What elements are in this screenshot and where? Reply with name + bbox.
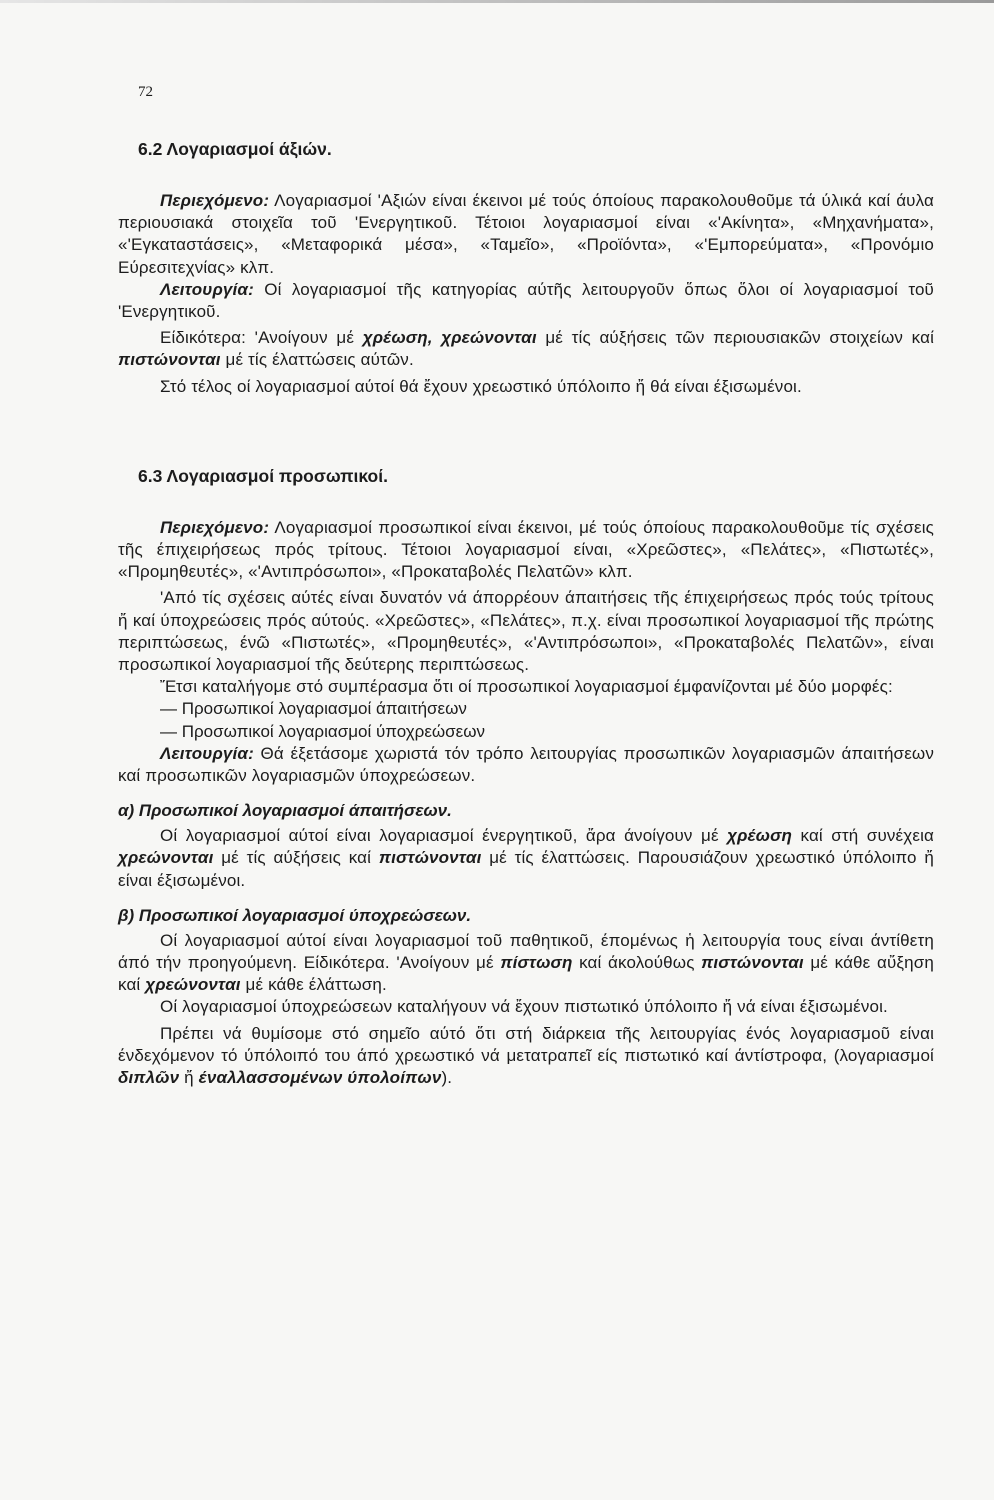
content-text: Λογαριασμοί 'Αξιών είναι έκεινοι μέ τούς όποίους παρακολουθοῦμε τά ύλικά καί άυλα περιουσιακά στοιχεῖα τοῦ 'Ενεργητικοῦ. Τέτοιοι λογαριασμοί είναι «'Ακίνητα», «Μηχανήματα», «'Εγκαταστάσεις», «Μεταφορικά μέσα», «Ταμεῖο», «Προϊόντα», «'Εμπορεύματα», «Προνόμιο Εύρεσιτεχνίας» κλπ. — [118, 191, 934, 277]
function-label: Λειτουργία: — [160, 279, 254, 299]
text-run: μέ τίς αύξήσεις τῶν περιουσιακῶν στοιχείων καί — [536, 328, 935, 348]
subheading-claims: α) Προσωπικοί λογαριασμοί άπαιτήσεων. — [118, 801, 452, 821]
paragraph-conclusion-6-2: Στό τέλος οί λογαριασμοί αύτοί θά ἔχουν χρεωστικό ύπόλοιπο ἤ θά είναι έξισωμένοι. — [160, 376, 802, 396]
emphasis-term: έναλλασσομένων ύπολοίπων — [198, 1068, 442, 1088]
list-item-claims: — Προσωπικοί λογαριασμοί άπαιτήσεων — [160, 699, 467, 719]
emphasis-term: χρέωση — [727, 826, 793, 846]
content-text: Λογαριασμοί προσωπικοί είναι έκεινοι, μέ τούς όποίους παρακολουθοῦμε τίς σχέσεις τῆς έπιχειρήσεως πρός τρίτους. Τέτοιοι λογαριασμοί είναι, «Χρεῶστες», «Πελάτες», «Πιστωτές», «Προμηθευτές», «'Αντιπρόσωποι», «Προκαταβολές Πελατῶν» κλπ. — [118, 517, 934, 582]
emphasis-term: χρεώνονται — [118, 848, 214, 868]
text-run: Πρέπει νά θυμίσομε στό σημεῖο αύτό ὅτι στή διάρκεια τῆς λειτουργίας ένός λογαριασμοῦ είναι ένδεχόμενον τό ύπόλοιπό του άπό χρεωστικό νά μετατραπεῖ είς πιστωτικό καί άντίστροφα, (λογαριασμοί — [118, 1023, 934, 1065]
section-heading-6-3: 6.3 Λογαριασμοί προσωπικοί. — [138, 465, 388, 486]
paragraph-final-note — [118, 1023, 934, 1090]
text-run: καί στή συνέχεια — [792, 826, 934, 846]
text-run: μέ τίς έλαττώσεις αύτῶν. — [220, 350, 414, 370]
book-page — [118, 84, 934, 1089]
paragraph-content-6-3 — [118, 517, 934, 584]
paragraph-specifics-6-2 — [118, 327, 934, 371]
text-run: Είδικότερα: 'Ανοίγουν μέ — [160, 328, 363, 348]
section-heading-6-2: 6.2 Λογαριασμοί άξιών. — [138, 139, 332, 159]
text-run: μέ τίς έλαττώσεις. Παρουσιάζουν χρεωστικό ύπόλοιπο ἤ είναι έξισωμένοι. — [118, 848, 934, 890]
paragraph-liabilities-balance: Οί λογαριασμοί ύποχρεώσεων καταλήγουν νά ἔχουν πιστωτικό ύπόλοιπο ἤ νά είναι έξισωμένοι. — [160, 997, 888, 1017]
function-text: Οί λογαριασμοί τῆς κατηγορίας αύτῆς λειτουργοῦν ὅπως ὅλοι οί λογαριασμοί τοῦ 'Ενεργητικοῦ. — [118, 279, 934, 322]
emphasis-term: διπλῶν — [118, 1068, 180, 1088]
page-number: 72 — [138, 84, 153, 100]
emphasis-term: χρεώνονται — [145, 975, 241, 995]
emphasis-term: χρέωση, χρεώνονται — [362, 328, 537, 348]
list-item-liabilities: — Προσωπικοί λογαριασμοί ύποχρεώσεων — [160, 721, 486, 741]
paragraph-relations-6-3: 'Από τίς σχέσεις αύτές είναι δυνατόν νά άπορρέουν άπαιτήσεις τῆς έπιχειρήσεως πρός τούς τρίτους ἤ καί ύποχρεώσεις πρός αύτούς. «Χρεῶστες», «Πελάτες», π.χ. είναι προσωπικοί λογαριασμοί τῆς πρώτης περιπτώσεως, ένῶ «Πιστωτές», «Προμηθευτές», «'Αντιπρόσωποι», «Προκαταβολές Πελατῶν», είναι προσωπικοί λογαριασμοί τῆς δεύτερης περιπτώσεως. — [118, 588, 934, 675]
paragraph-function-6-3 — [118, 743, 934, 787]
emphasis-term: πιστώνονται — [378, 848, 482, 868]
subheading-liabilities: β) Προσωπικοί λογαριασμοί ύποχρεώσεων. — [118, 905, 472, 925]
section-spacer — [118, 398, 934, 466]
text-run: μέ τίς αύξήσεις καί — [213, 848, 379, 868]
paragraph-function-6-2 — [118, 279, 934, 323]
content-label: Περιεχόμενο: — [160, 191, 270, 210]
emphasis-term: πιστώνονται — [701, 953, 804, 973]
text-run: μέ κάθε έλάττωση. — [240, 975, 387, 995]
paragraph-liabilities — [118, 930, 934, 997]
paragraph-two-forms: Ἔτσι καταλήγομε στό συμπέρασμα ὅτι οί προσωπικοί λογαριασμοί έμφανίζονται μέ δύο μορφές: — [160, 677, 893, 697]
text-run: ἤ — [179, 1068, 199, 1088]
function-text: Θά έξετάσομε χωριστά τόν τρόπο λειτουργίας προσωπικῶν λογαριασμῶν άπαιτήσεων καί προσωπικῶν λογαριασμῶν ύποχρεώσεων. — [118, 743, 934, 786]
paragraph-content-6-2 — [118, 190, 934, 279]
text-run: καί άκολούθως — [572, 953, 702, 973]
emphasis-term: πιστώνονται — [118, 350, 221, 370]
paragraph-claims — [118, 825, 934, 892]
emphasis-term: πίστωση — [500, 953, 573, 973]
function-label: Λειτουργία: — [160, 743, 254, 763]
text-run: Οί λογαριασμοί αύτοί είναι λογαριασμοί τοῦ παθητικοῦ, έπομένως ἡ λειτουργία τους είναι άντίθετη άπό τήν προηγούμενη. Είδικότερα. 'Ανοίγουν μέ — [118, 930, 934, 973]
page-top-edge — [0, 0, 994, 3]
text-run: ). — [441, 1068, 453, 1088]
text-run: Οί λογαριασμοί αύτοί είναι λογαριασμοί ένεργητικοῦ, ἄρα άνοίγουν μέ — [160, 826, 728, 846]
text-run: μέ κάθε αὔξηση καί — [118, 953, 934, 995]
content-label: Περιεχόμενο: — [160, 517, 270, 537]
